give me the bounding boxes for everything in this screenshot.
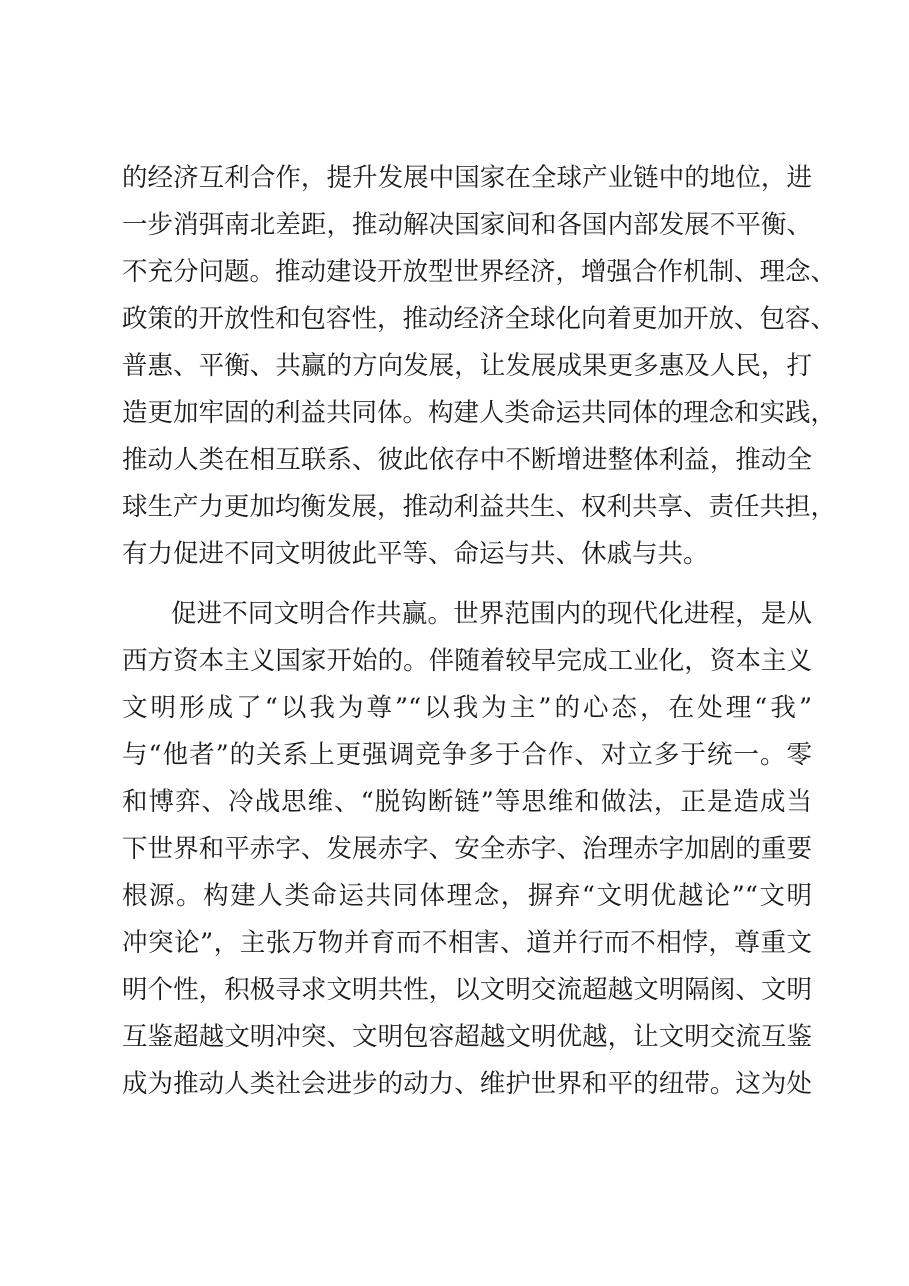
text-line: 的经济互利合作，提升发展中国家在全球产业链中的地位，进 xyxy=(122,163,812,193)
text-line: 下世界和平赤字、发展赤字、安全赤字、治理赤字加剧的重要 xyxy=(122,834,812,864)
text-line: 和博弈、冷战思维、“脱钩断链”等思维和做法，正是造成当 xyxy=(122,787,812,817)
text-line: 互鉴超越文明冲突、文明包容超越文明优越，让文明交流互鉴 xyxy=(122,1022,812,1052)
text-line: 文明形成了“以我为尊”“以我为主”的心态，在处理“我” xyxy=(122,693,812,723)
text-line: 西方资本主义国家开始的。伴随着较早完成工业化，资本主义 xyxy=(122,646,812,676)
text-line: 明个性，积极寻求文明共性，以文明交流超越文明隔阂、文明 xyxy=(122,975,812,1005)
text-line: 冲突论”，主张万物并育而不相害、道并行而不相悖，尊重文 xyxy=(122,928,812,958)
text-line: 造更加牢固的利益共同体。构建人类命运共同体的理念和实践， xyxy=(122,398,837,428)
text-line: 与“他者”的关系上更强调竞争多于合作、对立多于统一。零 xyxy=(122,740,812,770)
text-line: 根源。构建人类命运共同体理念，摒弃“文明优越论”“文明 xyxy=(122,881,812,911)
text-line: 不充分问题。推动建设开放型世界经济，增强合作机制、理念、 xyxy=(122,257,837,287)
text-line: 普惠、平衡、共赢的方向发展，让发展成果更多惠及人民，打 xyxy=(122,351,812,381)
text-line: 一步消弭南北差距，推动解决国家间和各国内部发展不平衡、 xyxy=(122,210,812,240)
text-line: 有力促进不同文明彼此平等、命运与共、休戚与共。 xyxy=(122,539,709,569)
text-line: 推动人类在相互联系、彼此依存中不断增进整体利益，推动全 xyxy=(122,445,812,475)
paragraph-first-line: 促进不同文明合作共赢。世界范围内的现代化进程，是从 xyxy=(171,599,812,629)
text-line: 球生产力更加均衡发展，推动利益共生、权利共享、责任共担， xyxy=(122,492,837,522)
text-line: 政策的开放性和包容性，推动经济全球化向着更加开放、包容、 xyxy=(122,304,837,334)
text-line: 成为推动人类社会进步的动力、维护世界和平的纽带。这为处 xyxy=(122,1069,812,1099)
